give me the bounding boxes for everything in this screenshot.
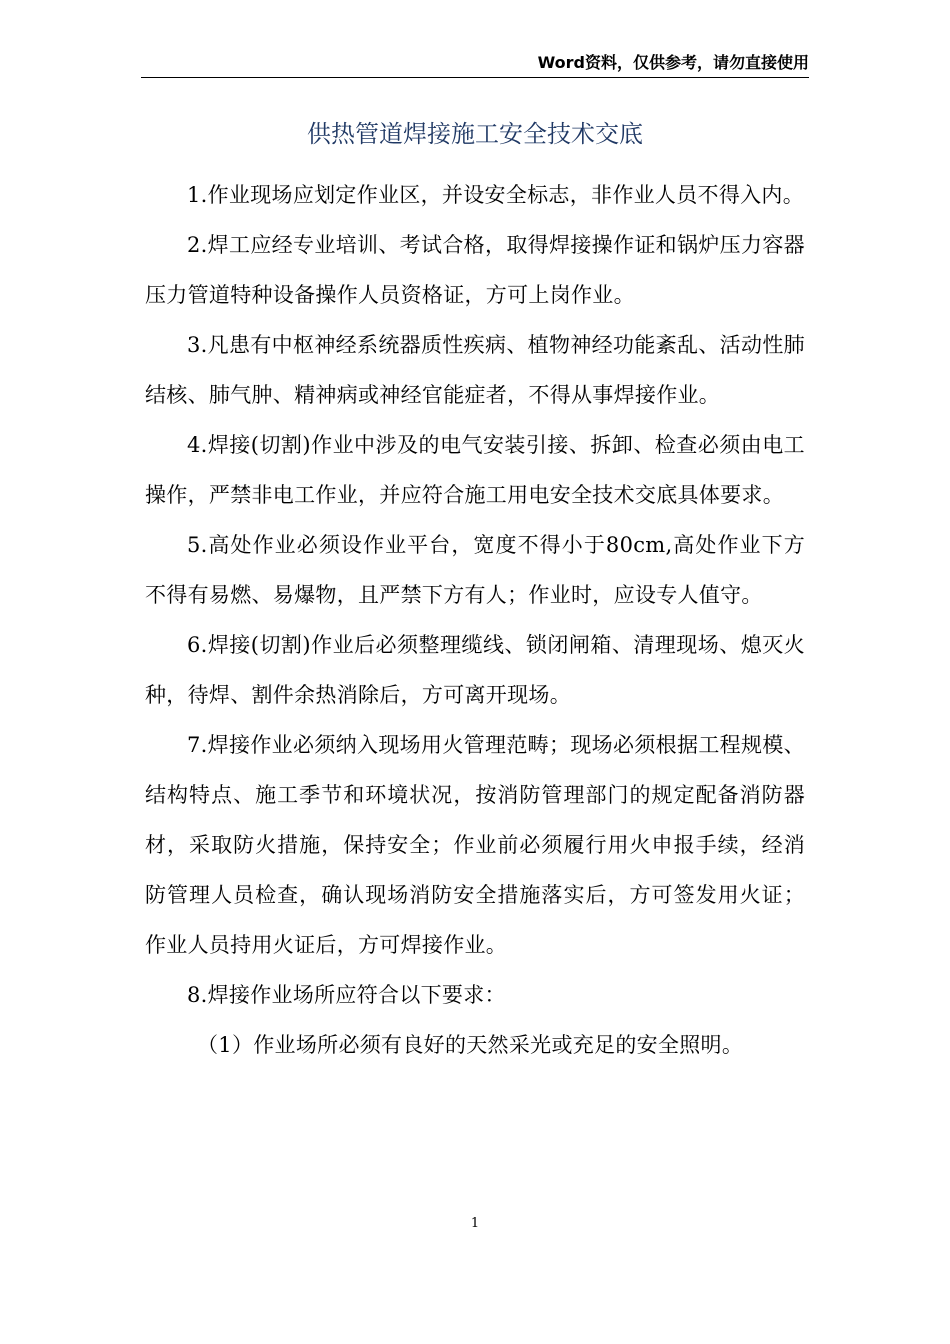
header-divider — [141, 77, 809, 78]
paragraph-8-item-1: （1）作业场所必须有良好的天然采光或充足的安全照明。 — [197, 1033, 744, 1057]
paragraph-6: 6.焊接(切割)作业后必须整理缆线、锁闭闸箱、清理现场、熄灭火种，待焊、割件余热消除后，方可离开现场。 — [145, 633, 805, 707]
paragraph-4: 4.焊接(切割)作业中涉及的电气安装引接、拆卸、检查必须由电工操作，严禁非电工作业，并应符合施工用电安全技术交底具体要求。 — [145, 433, 805, 507]
page-header: Word资料，仅供参考，请勿直接使用 — [537, 53, 809, 72]
document-title: 供热管道焊接施工安全技术交底 — [307, 120, 643, 148]
page-number: 1 — [470, 1216, 480, 1231]
paragraph-8: 8.焊接作业场所应符合以下要求： — [187, 983, 506, 1007]
paragraph-7: 7.焊接作业必须纳入现场用火管理范畴；现场必须根据工程规模、结构特点、施工季节和环境状况，按消防管理部门的规定配备消防器材，采取防火措施，保持安全；作业前必须履行用火申报手续，经消防管理人员检查，确认现场消防安全措施落实后，方可签发用火证；作业人员持用火证后，方可焊接作业。 — [145, 733, 805, 957]
document-body — [145, 170, 805, 1070]
paragraph-1: 1.作业现场应划定作业区，并设安全标志，非作业人员不得入内。 — [187, 183, 805, 207]
paragraph-2: 2.焊工应经专业培训、考试合格，取得焊接操作证和锅炉压力容器压力管道特种设备操作人员资格证，方可上岗作业。 — [145, 233, 805, 307]
paragraph-5: 5.高处作业必须设作业平台，宽度不得小于80cm,高处作业下方不得有易燃、易爆物，且严禁下方有人；作业时，应设专人值守。 — [145, 533, 805, 607]
paragraph-3: 3.凡患有中枢神经系统器质性疾病、植物神经功能紊乱、活动性肺结核、肺气肿、精神病或神经官能症者，不得从事焊接作业。 — [145, 333, 805, 407]
